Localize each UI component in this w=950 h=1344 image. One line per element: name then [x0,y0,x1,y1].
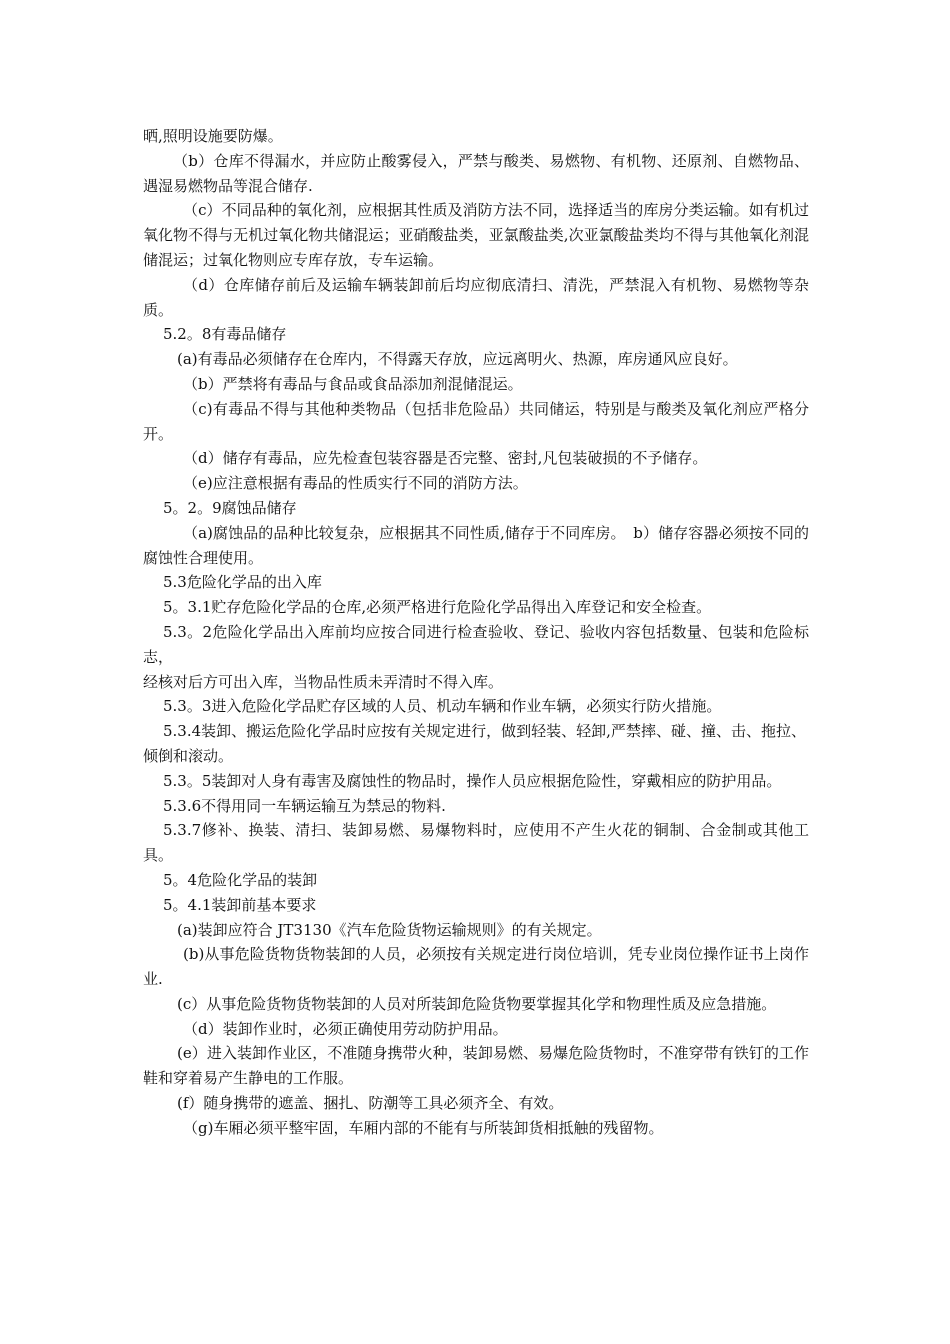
paragraph: （d）储存有毒品，应先检查包装容器是否完整、密封,凡包装破损的不予储存。 [183,449,708,468]
section-heading: 5。4.1装卸前基本要求 [163,895,317,914]
paragraph: (a)有毒品必须储存在仓库内，不得露天存放，应远离明火、热源，库房通风应良好。 [177,350,738,369]
paragraph: （c）不同品种的氧化剂，应根据其性质及消防方法不同，选择适当的库房分类运输。如有机过氧化物不得与无机过氧化物共储混运；亚硝酸盐类，亚氯酸盐类,次亚氯酸盐类均不得与其他氧化剂混储混运；过氧化物则应专库存放，专车运输。 [143,201,809,269]
paragraph: 5.3。2危险化学品出入库前均应按合同进行检查验收、登记、验收内容包括数量、包装和危险标志， [143,622,809,666]
paragraph: 倾倒和滚动。 [143,746,234,765]
paragraph: （d）仓库储存前后及运输车辆装卸前后均应彻底清扫、清洗，严禁混入有机物、易燃物等杂质。 [143,275,809,319]
section-heading: 5。4危险化学品的装卸 [163,870,318,889]
paragraph: 5.3。5装卸对人身有毒害及腐蚀性的物品时，操作人员应根据危险性，穿戴相应的防护用品。 [163,771,782,790]
paragraph: 晒,照明设施要防爆。 [143,127,283,145]
section-heading: 5.3危险化学品的出入库 [163,573,322,592]
paragraph: (b)从事危险货物货物装卸的人员，必须按有关规定进行岗位培训，凭专业岗位操作证书上岗作业. [143,945,809,989]
paragraph: (a)装卸应符合 JT3130《汽车危险货物运输规则》的有关规定。 [177,920,602,939]
paragraph: （e)应注意根据有毒品的性质实行不同的消防方法。 [183,474,528,493]
paragraph: （b）仓库不得漏水，并应防止酸雾侵入，严禁与酸类、易燃物、有机物、还原剂、自燃物品、遇湿易燃物品等混合储存. [143,151,809,195]
paragraph: 5.3.7修补、换装、清扫、装卸易燃、易爆物料时，应使用不产生火花的铜制、合金制或其他工具。 [143,821,809,865]
paragraph: 5.3.4装卸、搬运危险化学品时应按有关规定进行，做到轻装、轻卸,严禁摔、碰、撞、击、拖拉、 [163,722,806,741]
section-heading: 5.2。8有毒品储存 [163,325,287,344]
paragraph: （a)腐蚀品的品种比较复杂，应根据其不同性质,储存于不同库房。 b）储存容器必须按不同的腐蚀性合理使用。 [143,523,809,567]
paragraph: (f）随身携带的遮盖、捆扎、防潮等工具必须齐全、有效。 [177,1094,564,1113]
section-heading: 5。2。9腐蚀品储存 [163,498,297,517]
paragraph: （c)有毒品不得与其他种类物品（包括非危险品）共同储运，特别是与酸类及氧化剂应严格分开。 [143,399,809,443]
paragraph: 5.3。3进入危险化学品贮存区域的人员、机动车辆和作业车辆，必须实行防火措施。 [163,697,722,716]
paragraph: 5。3.1贮存危险化学品的仓库,必须严格进行危险化学品得出入库登记和安全检查。 [163,598,712,617]
paragraph: (e）进入装卸作业区，不准随身携带火种，装卸易燃、易爆危险货物时，不准穿带有铁钉的工作鞋和穿着易产生静电的工作服。 [143,1044,809,1088]
paragraph: （d）装卸作业时，必须正确使用劳动防护用品。 [183,1019,508,1038]
paragraph: （g)车厢必须平整牢固，车厢内部的不能有与所装卸货相抵触的残留物。 [183,1118,664,1137]
paragraph: 5.3.6不得用同一车辆运输互为禁忌的物料. [163,796,446,815]
paragraph: 经核对后方可出入库，当物品性质未弄清时不得入库。 [143,672,504,691]
paragraph: (c）从事危险货物货物装卸的人员对所装卸危险货物要掌握其化学和物理性质及应急措施。 [177,994,777,1013]
document-body [143,124,809,1141]
paragraph: （b）严禁将有毒品与食品或食品添加剂混储混运。 [183,374,523,393]
